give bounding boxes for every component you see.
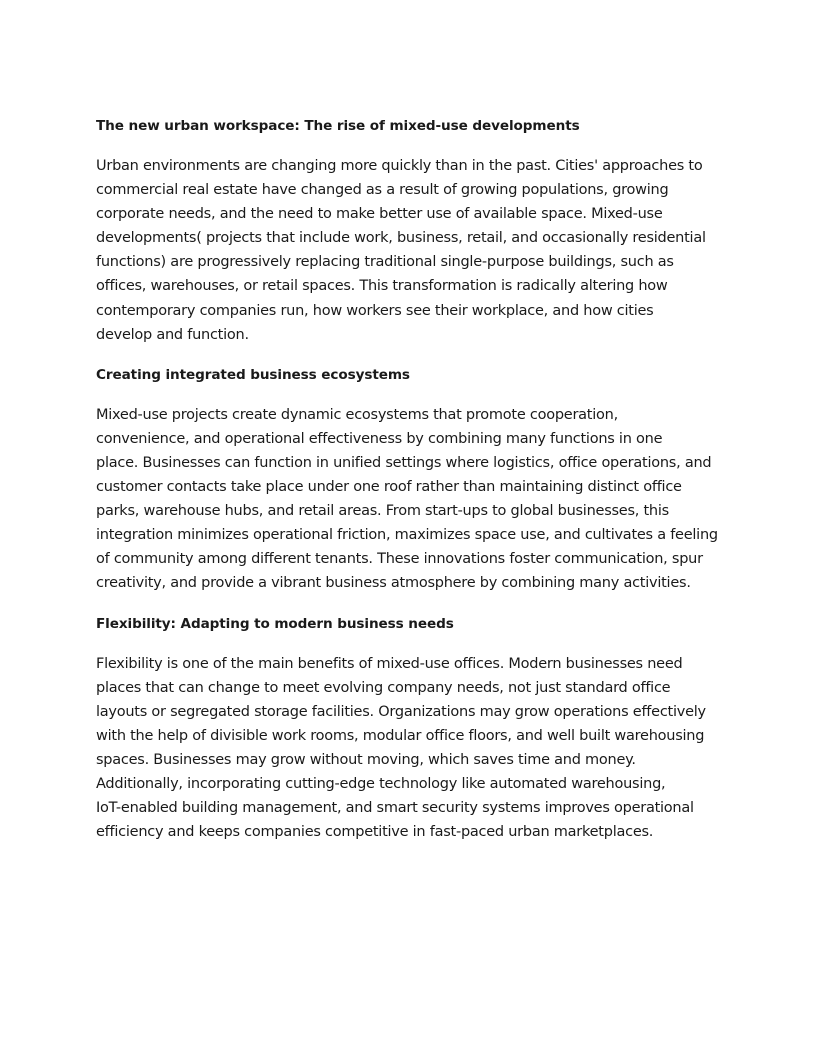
paragraph-line: convenience, and operational effectiveness by combining many functions in one xyxy=(96,430,663,447)
paragraph-line: efficiency and keeps companies competitive in fast-paced urban marketplaces. xyxy=(96,824,654,841)
paragraph-line: offices, warehouses, or retail spaces. This transformation is radically altering how xyxy=(96,278,668,295)
paragraph-line: place. Businesses can function in unified settings where logistics, office operations, and xyxy=(96,454,712,471)
paragraph-line: Flexibility is one of the main benefits of mixed-use offices. Modern businesses need xyxy=(96,655,683,672)
paragraph-line: corporate needs, and the need to make better use of available space. Mixed-use xyxy=(96,206,663,223)
paragraph-business-ecosystems xyxy=(96,403,720,596)
section-heading-business-ecosystems: Creating integrated business ecosystems xyxy=(96,366,410,383)
paragraph-flexibility xyxy=(96,652,720,845)
paragraph-line: spaces. Businesses may grow without moving, which saves time and money. xyxy=(96,751,636,768)
paragraph-line: developments( projects that include work, business, retail, and occasionally residential xyxy=(96,230,706,247)
paragraph-line: parks, warehouse hubs, and retail areas. From start-ups to global businesses, this xyxy=(96,503,669,520)
paragraph-line: contemporary companies run, how workers see their workplace, and how cities xyxy=(96,302,654,319)
paragraph-line: customer contacts take place under one roof rather than maintaining distinct office xyxy=(96,479,682,496)
section-heading-urban-workspace: The new urban workspace: The rise of mixed-use developments xyxy=(96,118,580,134)
paragraph-line: Mixed-use projects create dynamic ecosystems that promote cooperation, xyxy=(96,406,618,423)
paragraph-line: integration minimizes operational friction, maximizes space use, and cultivates a feeling xyxy=(96,527,718,544)
paragraph-line: commercial real estate have changed as a result of growing populations, growing xyxy=(96,182,669,199)
paragraph-line: layouts or segregated storage facilities. Organizations may grow operations effectively xyxy=(96,703,706,720)
paragraph-urban-workspace xyxy=(96,154,720,347)
paragraph-line: Urban environments are changing more quickly than in the past. Cities' approaches to xyxy=(96,158,703,174)
paragraph-line: of community among different tenants. These innovations foster communication, spur xyxy=(96,551,703,568)
paragraph-line: creativity, and provide a vibrant business atmosphere by combining many activities. xyxy=(96,575,691,592)
paragraph-line: places that can change to meet evolving company needs, not just standard office xyxy=(96,679,671,696)
document-body xyxy=(96,116,720,862)
paragraph-line: functions) are progressively replacing traditional single-purpose buildings, such as xyxy=(96,254,674,271)
paragraph-line: develop and function. xyxy=(96,326,249,343)
section-heading-flexibility: Flexibility: Adapting to modern business needs xyxy=(96,615,454,632)
paragraph-line: Additionally, incorporating cutting-edge technology like automated warehousing, xyxy=(96,775,666,792)
paragraph-line: IoT-enabled building management, and smart security systems improves operational xyxy=(96,800,694,817)
paragraph-line: with the help of divisible work rooms, modular office floors, and well built warehousing xyxy=(96,727,705,744)
